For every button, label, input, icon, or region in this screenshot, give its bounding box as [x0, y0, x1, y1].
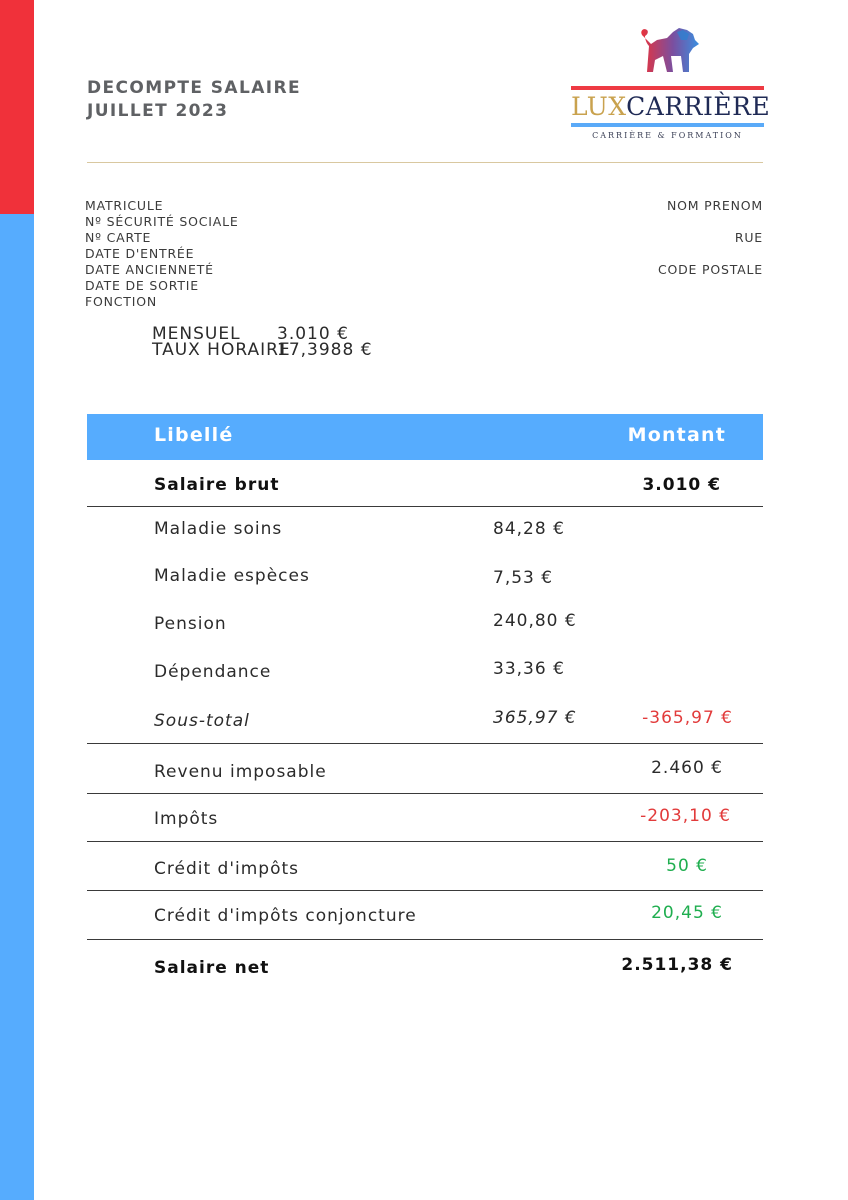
row-divider [87, 506, 763, 507]
address-block [658, 198, 763, 294]
row-divider [87, 890, 763, 891]
row-divider [87, 793, 763, 794]
row-divider [87, 743, 763, 744]
document-title [87, 77, 301, 123]
row-divider [87, 841, 763, 842]
company-logo [571, 26, 771, 146]
header-divider [87, 162, 763, 163]
salary-rates [85, 326, 385, 358]
field-securite-sociale: Nº SÉCURITÉ SOCIALE [85, 214, 239, 229]
brand-name: LUXCARRIÈRE [571, 92, 771, 121]
rate-row-hourly [85, 342, 385, 358]
hourly-label: TAUX HORAIRE [152, 340, 291, 360]
address-name: NOM PRENOM [666, 198, 763, 213]
field-date-sortie: DATE DE SORTIE [85, 278, 199, 293]
row-label: Salaire net [154, 958, 270, 978]
row-amount: 2.460 € [651, 758, 723, 778]
row-mid: 33,36 € [493, 659, 565, 679]
row-amount: 50 € [666, 856, 708, 876]
header-montant: Montant [627, 424, 726, 446]
address-postal: CODE POSTALE [657, 262, 763, 277]
row-label: Dépendance [154, 662, 272, 682]
field-date-anciennete: DATE ANCIENNETÉ [85, 262, 214, 277]
field-carte: Nº CARTE [85, 230, 152, 245]
header-libelle: Libellé [154, 424, 234, 446]
side-band-blue [0, 214, 34, 1200]
row-amount: 20,45 € [651, 903, 723, 923]
title-line-1: DECOMPTE SALAIRE [87, 78, 301, 98]
side-band-red [0, 0, 34, 214]
row-amount: -365,97 € [642, 708, 733, 728]
row-mid: 7,53 € [493, 568, 554, 588]
monthly-value: 3.010 € [277, 324, 349, 344]
row-label: Crédit d'impôts conjoncture [154, 906, 417, 926]
field-matricule: MATRICULE [85, 198, 164, 213]
row-mid: 240,80 € [493, 611, 577, 631]
address-street: RUE [734, 230, 763, 245]
hourly-value: 17,3988 € [277, 340, 373, 360]
row-label: Salaire brut [154, 475, 280, 495]
row-amount: 3.010 € [642, 475, 721, 495]
row-label: Maladie soins [154, 519, 283, 539]
row-label: Revenu imposable [154, 762, 327, 782]
logo-bar-blue [571, 123, 764, 127]
monthly-label: MENSUEL [152, 324, 241, 344]
row-label: Impôts [154, 809, 219, 829]
row-mid: 84,28 € [493, 519, 565, 539]
lion-icon [637, 26, 701, 76]
row-mid: 365,97 € [493, 708, 577, 728]
field-fonction: FONCTION [85, 294, 158, 309]
row-label: Pension [154, 614, 227, 634]
row-label: Maladie espèces [154, 566, 310, 586]
field-date-entree: DATE D'ENTRÉE [85, 246, 195, 261]
payslip-table [87, 414, 763, 978]
row-amount: -203,10 € [640, 806, 731, 826]
row-label: Sous-total [154, 711, 250, 731]
table-header [87, 414, 763, 460]
employee-fields [85, 198, 239, 310]
row-label: Crédit d'impôts [154, 859, 299, 879]
row-divider [87, 939, 763, 940]
row-amount: 2.511,38 € [621, 955, 733, 975]
title-line-2: JUILLET 2023 [87, 101, 229, 121]
brand-tagline: CARRIÈRE & FORMATION [592, 131, 743, 140]
